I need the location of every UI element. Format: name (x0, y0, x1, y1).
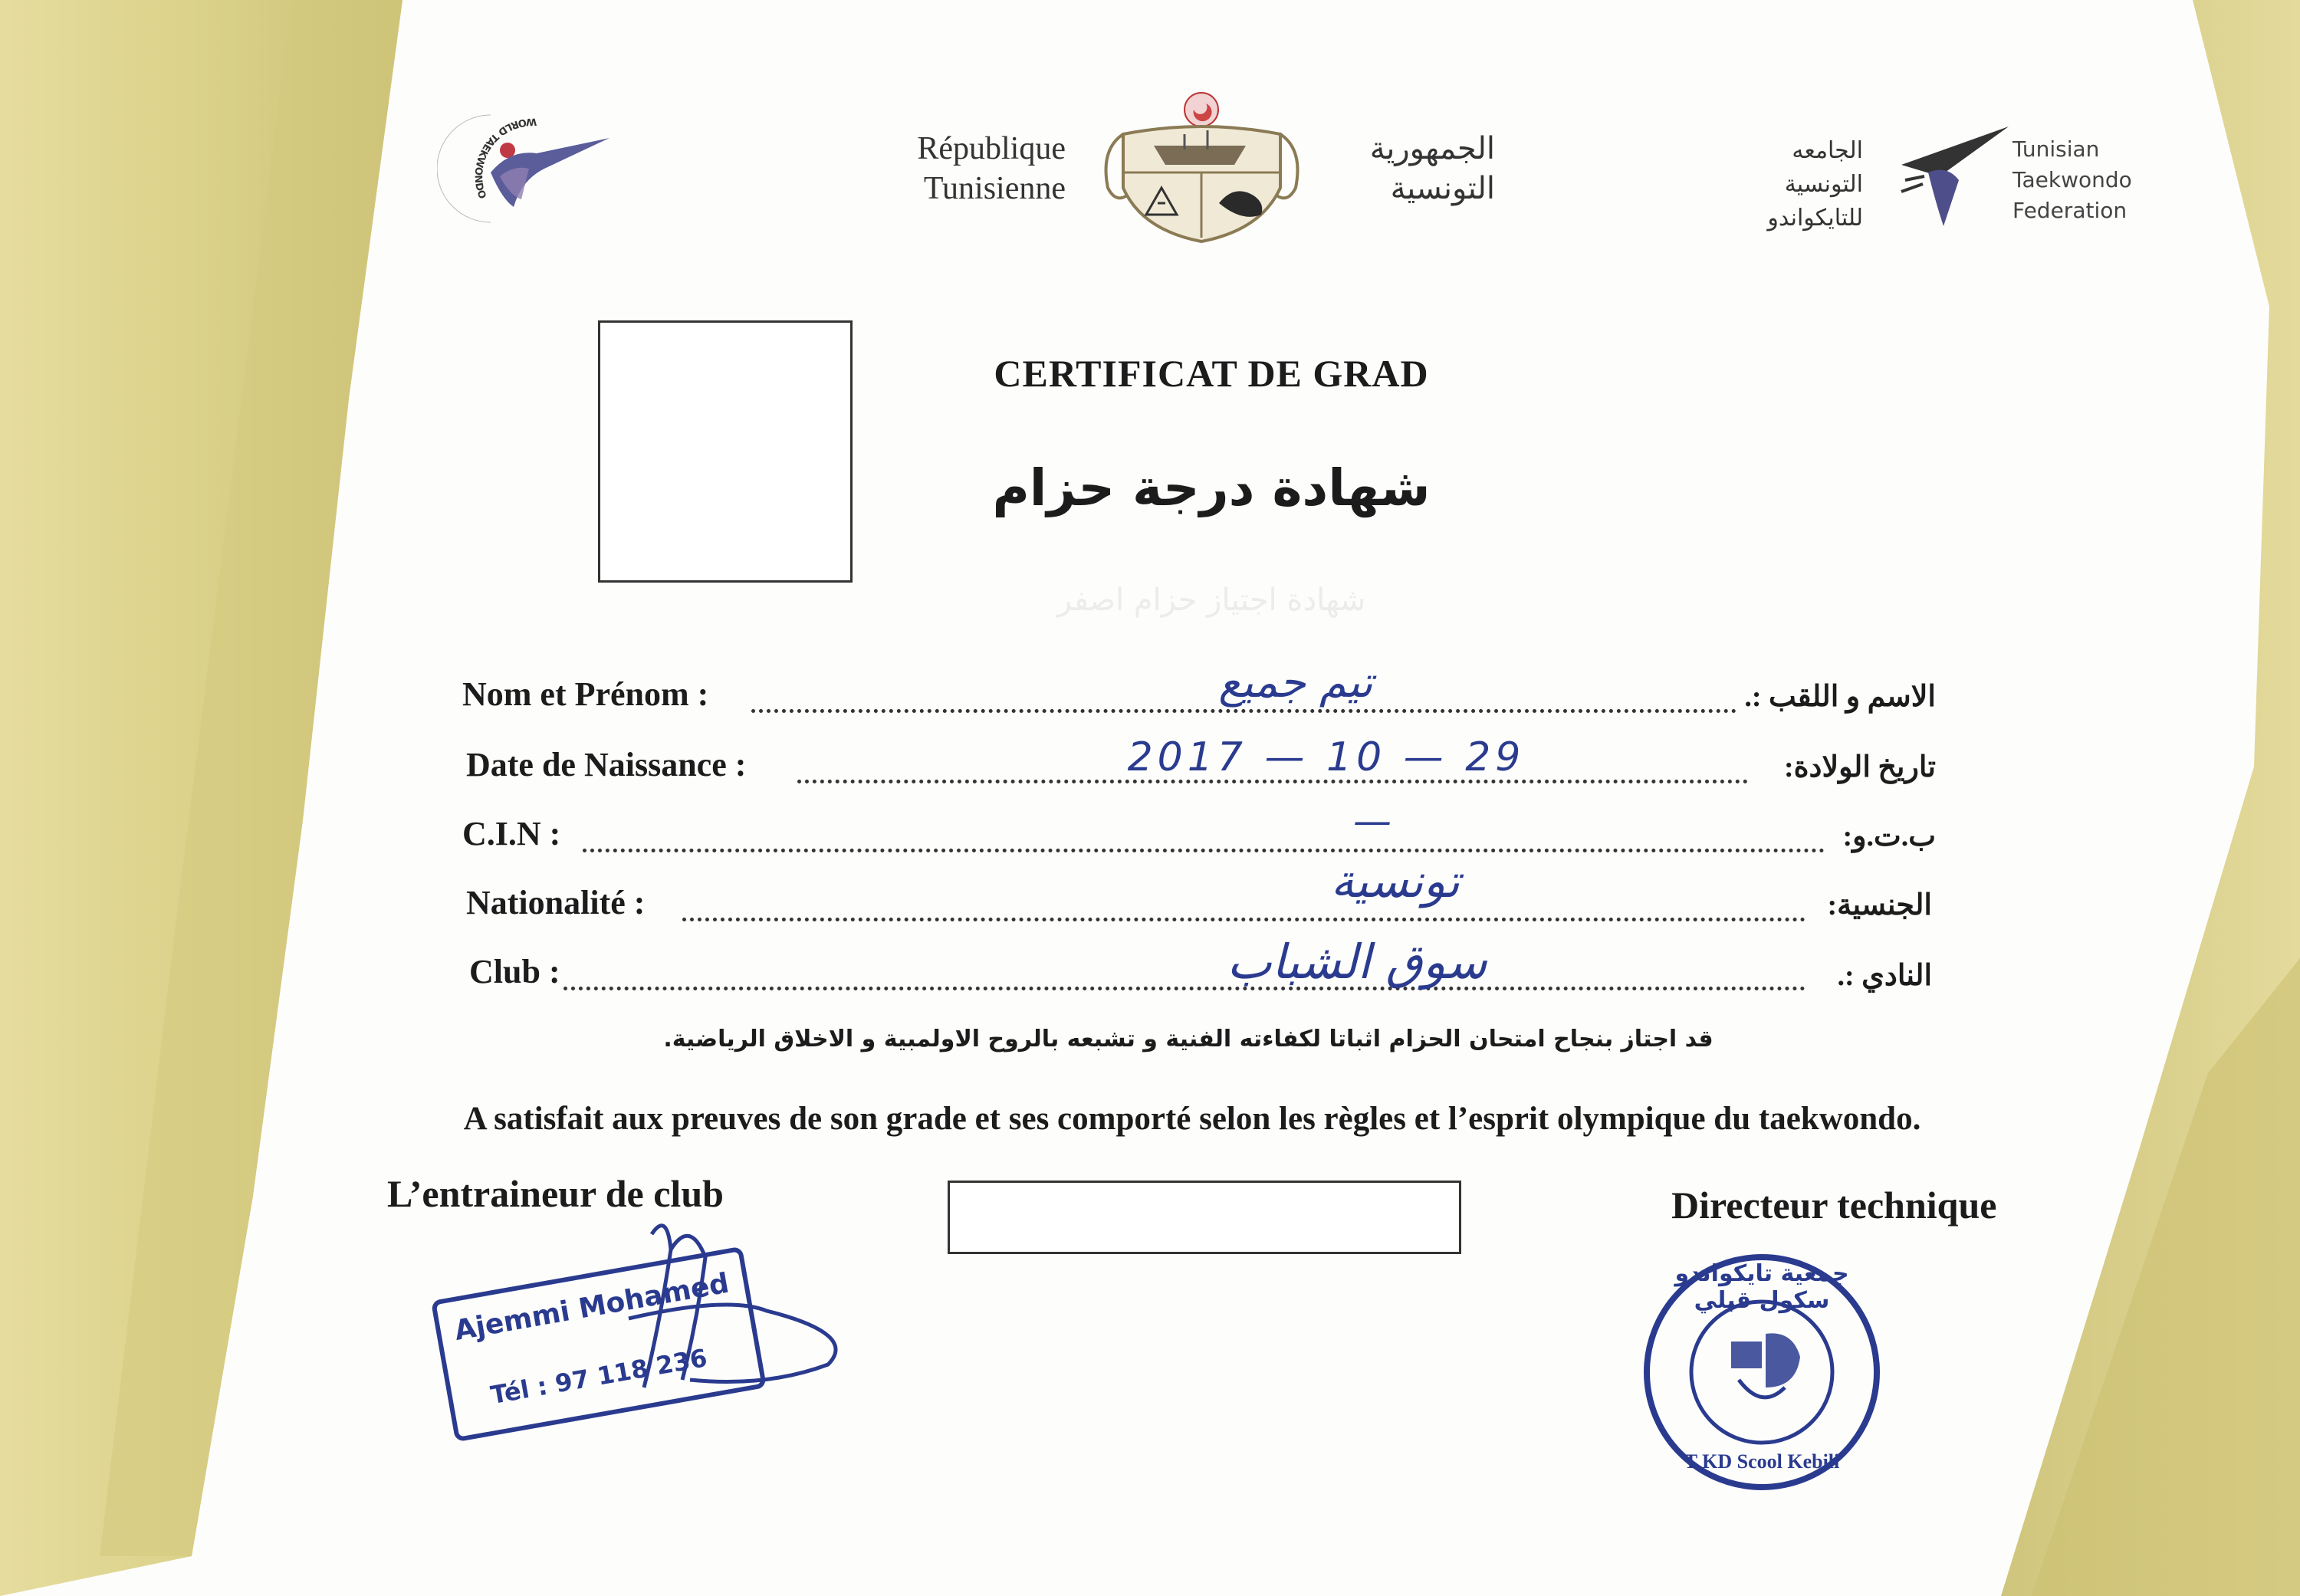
field-dots (751, 709, 1737, 713)
field-dots (583, 849, 1825, 852)
field-label-fr: C.I.N : (462, 815, 561, 852)
field-label-ar: ب.ت.و: (1842, 820, 1936, 852)
world-taekwondo-logo (437, 100, 621, 253)
coach-signature-scribble (537, 1204, 859, 1426)
faded-subtitle-ar: شهادة اجتياز حزام اصفر (1056, 583, 1366, 618)
republic-ar-line2: التونسية (1390, 171, 1495, 206)
logo-ring-text: WORLD TAEKWONDO (472, 115, 537, 201)
federation-ar-line1: الجامعه (1792, 137, 1863, 164)
field-label-ar: الاسم و اللقب :. (1744, 681, 1936, 713)
federation-ar-line2: التونسية (1784, 171, 1863, 198)
federation-en-line2: Taekwondo (2013, 167, 2132, 192)
field-value-handwritten[interactable]: 2017 — 10 — 29 (1127, 734, 1526, 780)
club-stamp-text: T KD Scool Kebili (1684, 1450, 1840, 1473)
federation-en (2013, 134, 2150, 226)
republic-fr-line1: République (917, 131, 1066, 166)
coach-stamp-tel: Tél : 97 118 236 (488, 1343, 710, 1410)
signature-box[interactable] (948, 1181, 1461, 1254)
federation-ar (1702, 134, 1863, 235)
certificate-title-fr: CERTIFICAT DE GRAD (994, 352, 1429, 395)
federation-en-line3: Federation (2013, 198, 2128, 223)
club-stamp-ar: جمعية تايكواندو سكول قبلي (1674, 1260, 1849, 1314)
republic-fr-line2: Tunisienne (923, 171, 1066, 206)
federation-en-line1: Tunisian (2013, 136, 2100, 162)
republic-ar-line1: الجمهورية (1369, 131, 1495, 166)
field-value-handwritten[interactable]: تيم جميع (1218, 658, 1373, 708)
field-label-fr: Nom et Prénom : (462, 675, 709, 713)
statement-ar: قد اجتاز بنجاح امتحان الحزام اثباتا لكفاءته الفنية و تشبعه بالروح الاولمبية و الاخلاق الرياضية. (663, 1026, 1714, 1053)
field-label-ar: الجنسية: (1827, 889, 1932, 921)
field-value-handwritten[interactable]: — (1353, 799, 1392, 843)
coach-signature-label: L’entraineur de club (387, 1172, 724, 1215)
field-label-fr: Nationalité : (466, 884, 646, 921)
republic-ar (1319, 129, 1495, 209)
field-dots (682, 918, 1806, 921)
federation-kicker-icon (1886, 119, 2013, 230)
photo-placeholder[interactable] (598, 320, 853, 583)
field-label-fr: Club : (469, 953, 560, 990)
field-label-ar: تاريخ الولادة: (1783, 751, 1936, 783)
federation-ar-line3: للتايكواندو (1767, 205, 1863, 232)
field-value-handwritten[interactable]: تونسية (1330, 855, 1460, 908)
coat-of-arms-icon (1092, 88, 1311, 245)
statement-fr: A satisfait aux preuves de son grade et ses comporté selon les règles et l’esprit olympique du taekwondo. (463, 1101, 1921, 1137)
coach-stamp-name: Ajemmi Mohamed (452, 1267, 732, 1348)
field-label-fr: Date de Naissance : (466, 746, 747, 783)
field-value-handwritten[interactable]: سوق الشباب (1227, 934, 1487, 990)
republic-fr (889, 129, 1066, 209)
certificate-title-ar: شهادة درجة حزام (992, 458, 1431, 517)
director-signature-label: Directeur technique (1671, 1184, 1997, 1227)
club-round-stamp (1639, 1250, 1884, 1495)
field-label-ar: النادي :. (1837, 960, 1932, 992)
